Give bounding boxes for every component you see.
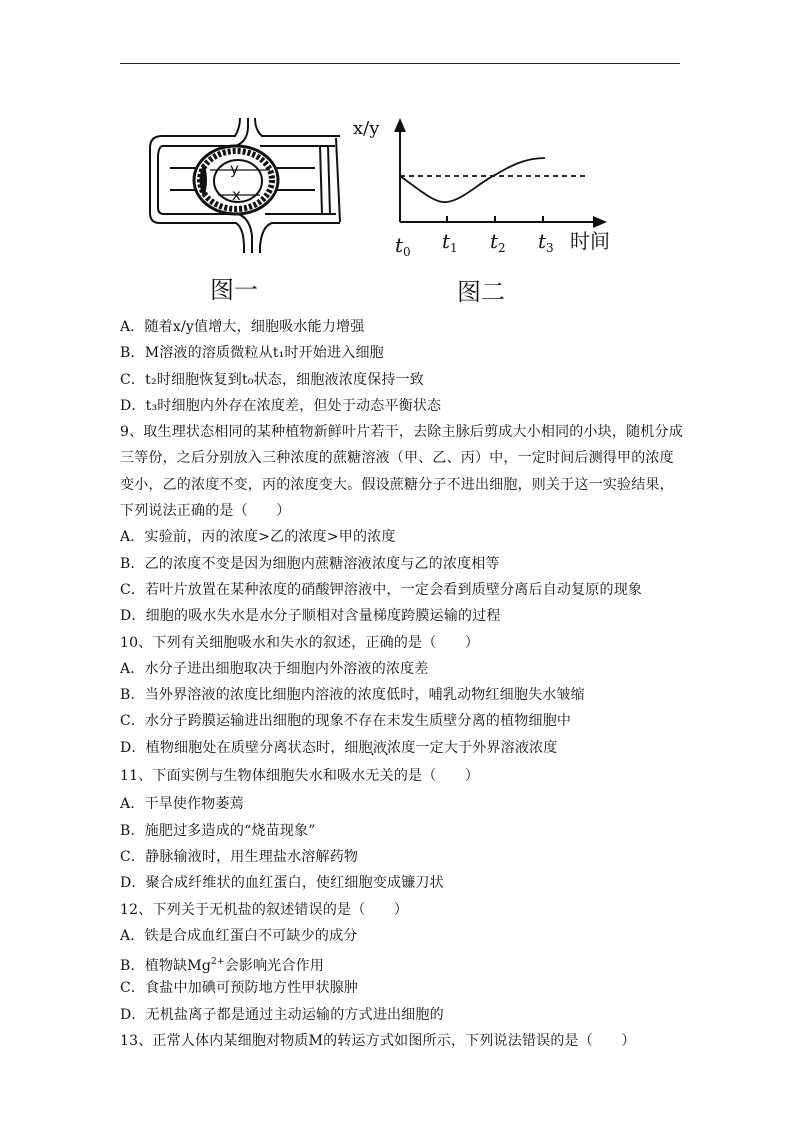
- label-y: y: [230, 160, 239, 178]
- option-line: D．t₃时细胞内外存在浓度差，但处于动态平衡状态: [120, 397, 442, 414]
- question-10-line: 10、下列有关细胞吸水和失水的叙述，正确的是（ ）: [120, 634, 480, 651]
- tick-t0: $t_0$: [395, 233, 411, 259]
- option-line: A．水分子进出细胞取决于细胞内外溶液的浓度差: [120, 660, 429, 677]
- figure-1-cell-diagram: [140, 118, 360, 308]
- option-line: B．M溶液的溶质微粒从t₁时开始进入细胞: [120, 345, 384, 362]
- label-x: x: [232, 186, 241, 204]
- option-line: B．当外界溶液的浓度比细胞内溶液的浓度低时，哺乳动物红细胞失水皱缩: [120, 687, 585, 704]
- emphasis-char: 关: [379, 768, 394, 785]
- question-9-line: 下列说法正确的是（ ）: [120, 503, 291, 520]
- tick-t1: $t_1$: [442, 229, 458, 255]
- option-line: D．细胞的吸水失水是水分子顺相对含量梯度跨膜运输的过程: [120, 608, 501, 625]
- option-line: C．食盐中加碘可预防地方性甲状腺肿: [120, 980, 359, 997]
- option-line: A．随着x/y值增大，细胞吸水能力增强: [120, 319, 365, 335]
- x-axis-label: 时间: [570, 229, 610, 253]
- option-line: A．实验前，丙的浓度>乙的浓度>甲的浓度: [120, 529, 396, 546]
- ratio-curve: [400, 158, 545, 202]
- header-rule: [120, 63, 680, 64]
- emphasis-char: 无: [365, 768, 380, 785]
- option-line: A．干旱使作物萎蔫: [120, 796, 244, 813]
- question-11-line: 11、下面实例与生物体细胞失水和吸水无关的是（ ）: [120, 763, 690, 789]
- option-line: C．若叶片放置在某种浓度的硝酸钾溶液中，一定会看到质壁分离后自动复原的现象: [120, 581, 643, 598]
- tick-t2: $t_2$: [490, 229, 506, 255]
- y-axis-label: x/y: [353, 118, 380, 139]
- figure-2-caption: 图二: [457, 278, 505, 306]
- figure-1-caption: 图一: [210, 276, 258, 304]
- option-line: B．植物缺$Mg^{2+}$会影响光合作用: [120, 957, 325, 975]
- question-12-line: 12、下列关于无机盐的叙述错误的是（ ）: [120, 901, 409, 918]
- option-line: C．水分子跨膜运输进出细胞的现象不存在未发生质壁分离的植物细胞中: [120, 713, 572, 730]
- option-line: C．t₂时细胞恢复到t₀状态，细胞液浓度保持一致: [120, 371, 424, 388]
- question-9-line: 9、取生理状态相同的某种植物新鲜叶片若干，去除主脉后剪成大小相同的小块，随机分成: [120, 424, 683, 441]
- tick-t3: $t_3$: [538, 229, 554, 255]
- question-9-line: 变小，乙的浓度不变，丙的浓度变大。假设蔗糖分子不进出细胞，则关于这一实验结果，: [120, 476, 674, 493]
- question-9-line: 三等份，之后分别放入三种浓度的蔗糖溶液（甲、乙、丙）中，一定时间后测得甲的浓度: [120, 450, 674, 467]
- option-line: D．植物细胞处在质壁分离状态时，细胞液浓度一定大于外界溶液浓度: [120, 739, 558, 756]
- question-text: [120, 314, 690, 1054]
- figure-2-graph: [345, 112, 635, 312]
- option-line: A．铁是合成血红蛋白不可缺少的成分: [120, 927, 358, 944]
- option-line: D．聚合成纤维状的血红蛋白，使红细胞变成镰刀状: [120, 875, 444, 892]
- option-line: D．无机盐离子都是通过主动运输的方式进出细胞的: [120, 1006, 444, 1023]
- option-line: C．静脉输液时，用生理盐水溶解药物: [120, 848, 359, 865]
- option-line: B．施肥过多造成的“烧苗现象”: [120, 822, 316, 839]
- option-line: B．乙的浓度不变是因为细胞内蔗糖溶液浓度与乙的浓度相等: [120, 555, 500, 572]
- question-13-line: 13、正常人体内某细胞对物质M的转运方式如图所示，下列说法错误的是（ ）: [120, 1033, 636, 1050]
